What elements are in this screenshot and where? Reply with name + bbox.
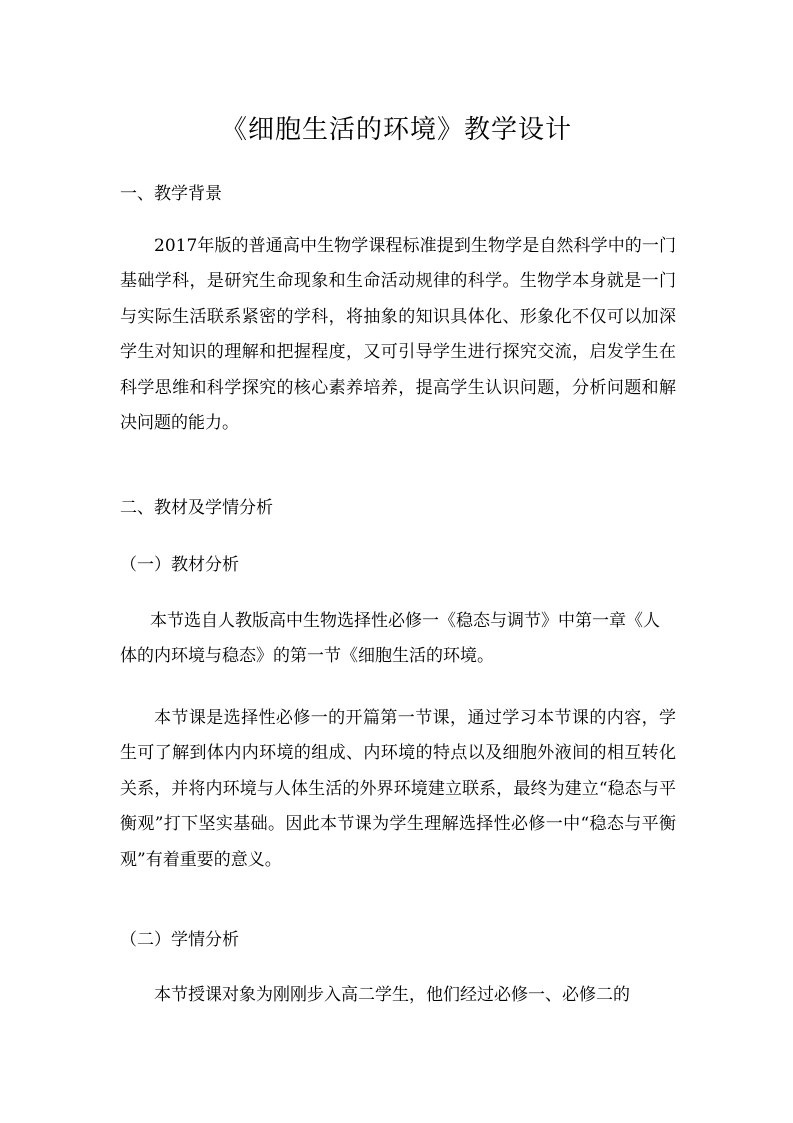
- paragraph-background: 2017年版的普通高中生物学课程标准提到生物学是自然科学中的一门基础学科，是研究生命现象和生命活动规律的科学。生物学本身就是一门与实际生活联系紧密的学科，将抽象的知识具体化、形象化不仅可以加深学生对知识的理解和把握程度，又可引导学生进行探究交流，启发学生在科学思维和科学探究的核心素养培养，提高学生认识问题，分析问题和解决问题的能力。: [120, 236, 676, 434]
- subsection-heading-students: （二）学情分析: [120, 930, 239, 950]
- paragraph-students: 本节授课对象为刚刚步入高二学生，他们经过必修一、必修二的: [154, 985, 630, 1005]
- subsection-heading-textbook: （一）教材分析: [120, 555, 239, 575]
- paragraph-textbook-source: 本节选自人教版高中生物选择性必修一《稳态与调节》中第一章《人体的内环境与稳态》的第一节《细胞生活的环境。: [120, 611, 660, 667]
- section-heading-analysis: 二、教材及学情分析: [120, 498, 273, 518]
- page-title: 《细胞生活的环境》教学设计: [220, 115, 572, 145]
- section-heading-background: 一、教学背景: [120, 184, 222, 204]
- paragraph-textbook-significance: 本节课是选择性必修一的开篇第一节课，通过学习本节课的内容，学生可了解到体内内环境的组成、内环境的特点以及细胞外液间的相互转化关系，并将内环境与人体生活的外界环境建立联系，最终为建立“稳态与平衡观”打下坚实基础。因此本节课为学生理解选择性必修一中“稳态与平衡观”有着重要的意义。: [120, 708, 676, 870]
